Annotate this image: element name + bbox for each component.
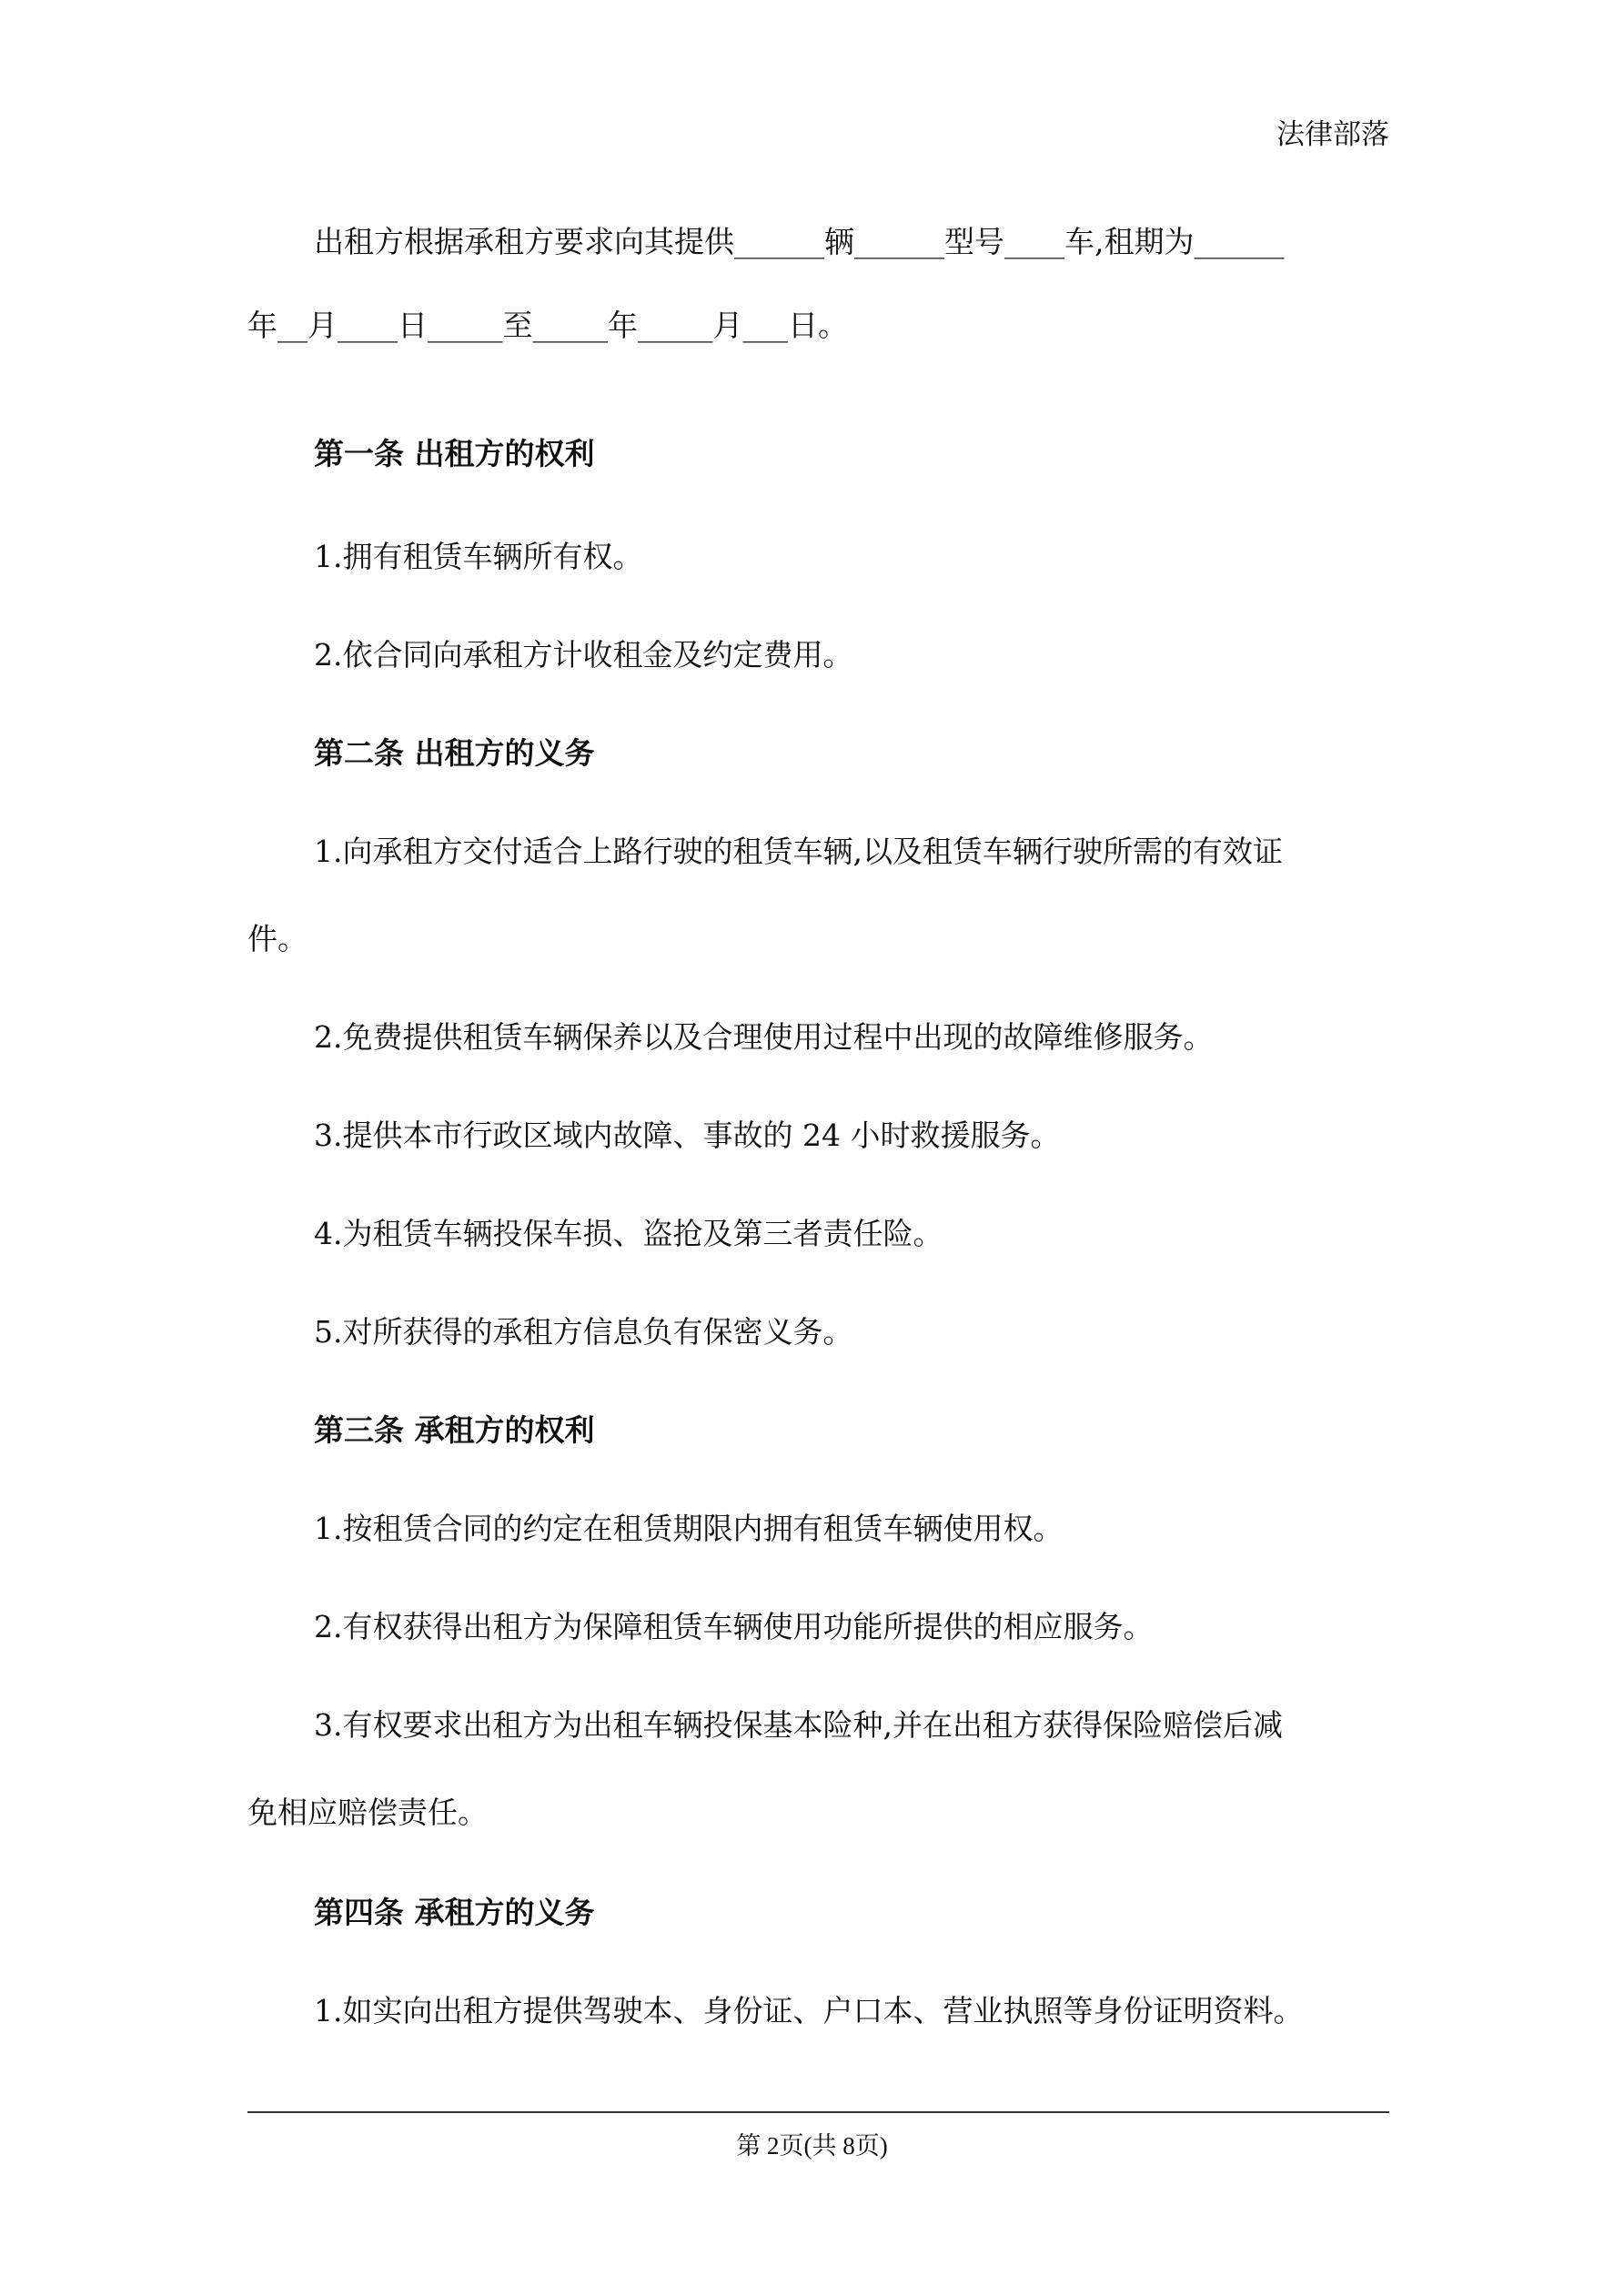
article-2-item-5: 5.对所获得的承租方信息负有保密义务。 <box>314 1314 853 1350</box>
article-2-item-1-line-2: 件。 <box>247 921 308 956</box>
article-2-item-3: 3.提供本市行政区域内故障、事故的 24 小时救援服务。 <box>314 1118 1061 1153</box>
article-4-item-1: 1.如实向出租方提供驾驶本、身份证、户口本、营业执照等身份证明资料。 <box>314 1993 1304 2028</box>
intro-line-1: 出租方根据承租方要求向其提供______辆______型号____车,租期为______ <box>314 224 1285 259</box>
article-3-item-3-line-2: 免相应赔偿责任。 <box>247 1795 488 1830</box>
intro-line-2: 年__月____日_____至_____年_____月___日。 <box>247 308 848 343</box>
article-3-item-2: 2.有权获得出租方为保障租赁车辆使用功能所提供的相应服务。 <box>314 1609 1154 1644</box>
article-4-title: 第四条 承租方的义务 <box>314 1895 595 1930</box>
footer-divider <box>247 2111 1389 2113</box>
article-3-title: 第三条 承租方的权利 <box>314 1412 595 1448</box>
page-number: 第 2页(共 8页) <box>736 2132 888 2159</box>
article-2-item-1-line-1: 1.向承租方交付适合上路行驶的租赁车辆,以及租赁车辆行驶所需的有效证 <box>314 834 1283 869</box>
article-2-item-2: 2.免费提供租赁车辆保养以及合理使用过程中出现的故障维修服务。 <box>314 1019 1214 1055</box>
article-3-item-1: 1.按租赁合同的约定在租赁期限内拥有租赁车辆使用权。 <box>314 1511 1064 1546</box>
article-3-item-3-line-1: 3.有权要求出租方为出租车辆投保基本险种,并在出租方获得保险赔偿后减 <box>314 1707 1283 1743</box>
header-brand: 法律部落 <box>1276 118 1389 151</box>
article-1-title: 第一条 出租方的权利 <box>314 436 595 471</box>
article-1-item-2: 2.依合同向承租方计收租金及约定费用。 <box>314 637 853 673</box>
article-2-title: 第二条 出租方的义务 <box>314 735 595 771</box>
article-2-item-4: 4.为租赁车辆投保车损、盗抢及第三者责任险。 <box>314 1216 943 1251</box>
article-1-item-1: 1.拥有租赁车辆所有权。 <box>314 539 643 574</box>
